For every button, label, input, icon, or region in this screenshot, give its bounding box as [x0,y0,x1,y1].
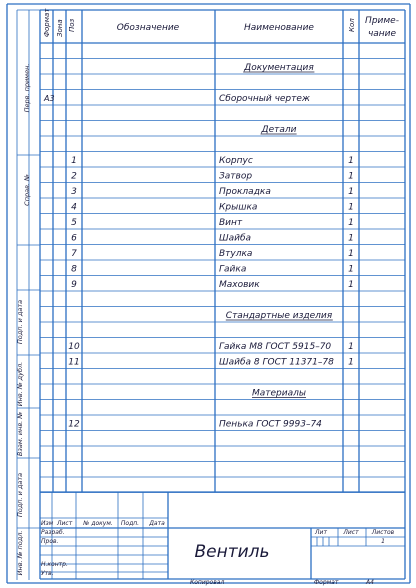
table-row [71,249,354,259]
row-pos: 12 [68,419,80,430]
tb-razrab: Разраб. [41,529,65,536]
section-row [261,125,297,135]
row-qty: 1 [348,171,354,182]
row-name: Шайба [219,233,252,244]
row-pos: 4 [71,202,77,213]
row-pos: 6 [71,233,77,244]
side-perv-primen: Перв. примен. [23,63,31,113]
side-sprav-no: Справ. № [23,174,31,206]
row-qty: 1 [348,233,354,244]
tb-list: Лист [57,520,73,527]
table-row [71,172,354,182]
header-note-line1: Приме- [365,16,399,26]
table-row [71,265,354,275]
row-section-name: Стандартные изделия [225,311,333,321]
tb-n-kontr: Н.контр. [41,561,68,568]
row-qty: 1 [348,357,354,368]
row-qty: 1 [348,280,354,290]
header-format: Формат [43,8,51,37]
row-qty: 1 [348,156,354,166]
tb-doc-no: № докум. [83,520,113,527]
header-designation: Обозначение [116,23,180,33]
section-row [252,389,306,399]
row-pos: 11 [68,357,80,368]
table-row [68,420,322,430]
side-inv-podl: Инв. № подл. [16,530,24,576]
header-name: Наименование [244,23,314,33]
table-row [71,156,354,166]
row-name: Сборочный чертеж [219,94,311,104]
row-pos: 10 [68,342,80,352]
tb-prov: Пров. [41,538,59,545]
row-pos: 5 [71,218,77,228]
section-row [226,311,333,321]
tb-sheets-value: 1 [381,538,385,545]
tb-podp: Подп. [120,520,140,527]
row-pos: 7 [71,249,77,259]
table-row [71,218,354,228]
table-header [43,8,399,39]
tb-title: Вентиль [194,542,270,562]
footer-copied: Копировал [190,579,225,586]
side-podp-data-2: Подп. и дата [16,472,24,518]
header-pos: Поз [68,18,76,32]
footer-format-value: А4 [366,579,374,586]
tb-utv: Утв. [41,570,54,577]
row-pos: 2 [71,171,77,182]
tb-sheets: Листов [371,529,395,536]
grid-lines [7,4,410,583]
row-section-name: Детали [261,125,297,135]
row-name: Гайка [219,264,247,275]
table-row [71,187,354,197]
tb-izm: Изм [41,520,54,527]
row-name: Втулка [219,249,253,259]
table-row [71,203,354,213]
spec-rows [43,63,354,430]
row-qty: 1 [348,187,354,197]
table-row [68,342,354,352]
tb-data: Дата [149,520,165,527]
table-row [68,358,354,368]
row-pos: 1 [71,156,77,166]
side-podp-data-1: Подп. и дата [16,299,24,345]
row-qty: 1 [348,342,354,352]
row-name: Прокладка [219,187,271,197]
footer-format-label: Формат [314,579,339,586]
row-zone: А3 [44,94,55,103]
header-note-line2: чание [367,29,397,39]
table-row [43,94,311,104]
side-inv-dubl: Инв. № дубл. [16,361,24,407]
row-name: Шайба 8 ГОСТ 11371–78 [219,357,334,368]
header-qty: Кол [348,18,356,32]
row-name: Винт [219,218,243,228]
row-qty: 1 [348,249,354,259]
row-section-name: Материалы [252,388,306,399]
row-qty: 1 [348,218,354,228]
row-pos: 9 [71,280,77,290]
row-pos: 8 [71,264,77,275]
row-name: Корпус [219,156,253,166]
side-vzam-inv: Взам. инв. № [16,411,24,457]
table-row [71,234,354,244]
header-zone: Зона [56,19,64,37]
row-name: Затвор [219,171,253,182]
table-row [71,280,354,290]
tb-lit: Лит [315,529,327,536]
tb-sheet: Лист [343,529,359,536]
row-name: Крышка [219,202,258,213]
row-qty: 1 [348,202,354,213]
row-name: Пенька ГОСТ 9993–74 [219,419,322,430]
row-section-name: Документация [244,63,314,73]
row-name: Маховик [219,280,260,290]
row-qty: 1 [348,264,354,275]
section-row [243,63,314,73]
row-pos: 3 [71,187,77,197]
row-name: Гайка М8 ГОСТ 5915–70 [219,342,332,352]
